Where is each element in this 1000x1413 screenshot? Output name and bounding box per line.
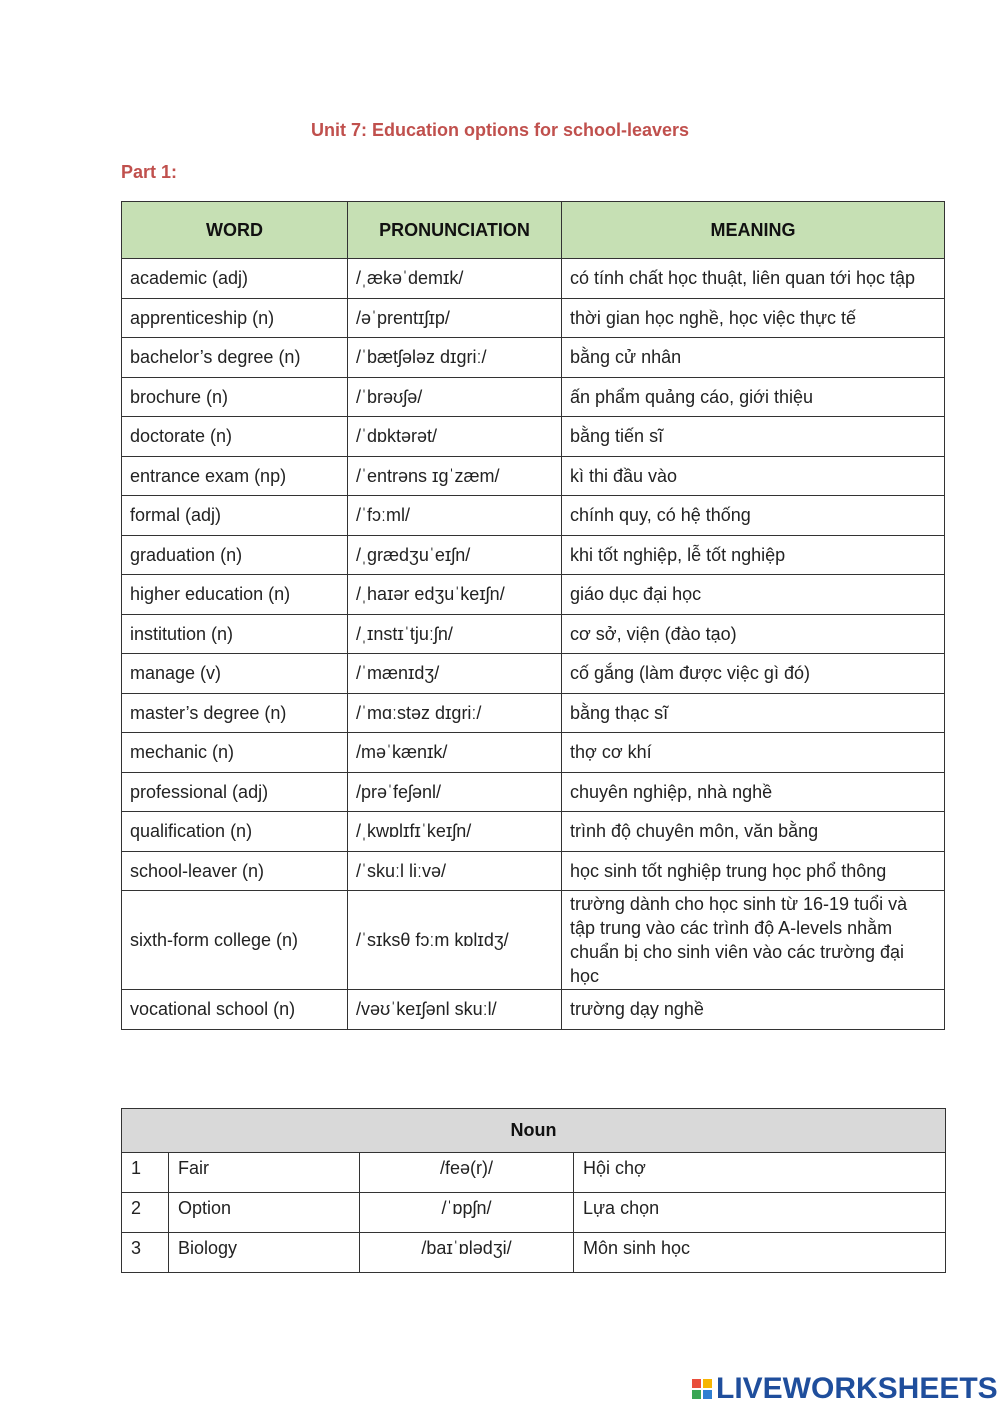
vocab-meaning-cell: cố gắng (làm được việc gì đó) bbox=[562, 654, 945, 694]
vocab-pronunciation-cell: /ˈmænɪdʒ/ bbox=[348, 654, 562, 694]
vocab-pronunciation-cell: /ˈdɒktərət/ bbox=[348, 417, 562, 457]
noun-row bbox=[122, 1233, 946, 1273]
vocab-meaning-cell: chính quy, có hệ thống bbox=[562, 496, 945, 536]
logo-square bbox=[703, 1390, 712, 1399]
noun-word-cell: Fair bbox=[169, 1153, 360, 1193]
noun-pronunciation-cell: /feə(r)/ bbox=[360, 1153, 574, 1193]
vocab-pronunciation-cell: /vəʊˈkeɪʃənl skuːl/ bbox=[348, 990, 562, 1030]
vocab-row bbox=[122, 772, 945, 812]
vocab-row bbox=[122, 990, 945, 1030]
noun-header: Noun bbox=[122, 1109, 946, 1153]
vocab-meaning-cell: thợ cơ khí bbox=[562, 733, 945, 773]
vocab-row bbox=[122, 377, 945, 417]
noun-row bbox=[122, 1153, 946, 1193]
vocab-row bbox=[122, 259, 945, 299]
noun-pronunciation-cell: /ˈɒpʃn/ bbox=[360, 1193, 574, 1233]
vocab-word-cell: formal (adj) bbox=[122, 496, 348, 536]
vocab-row bbox=[122, 417, 945, 457]
vocabulary-table bbox=[121, 201, 945, 1030]
noun-meaning-cell: Hội chợ bbox=[574, 1153, 946, 1193]
vocab-word-cell: master’s degree (n) bbox=[122, 693, 348, 733]
vocab-pronunciation-cell: /ˌgrædʒuˈeɪʃn/ bbox=[348, 535, 562, 575]
vocab-row bbox=[122, 812, 945, 852]
vocab-meaning-cell: bằng thạc sĩ bbox=[562, 693, 945, 733]
vocab-row bbox=[122, 693, 945, 733]
vocab-row bbox=[122, 654, 945, 694]
vocab-row bbox=[122, 496, 945, 536]
vocab-meaning-cell: trường dành cho học sinh từ 16-19 tuổi và tập trung vào các trình độ A-levels nhằm chuẩn bị cho sinh viên vào các trường đại học bbox=[562, 891, 945, 990]
vocab-pronunciation-cell: /ˈbrəʊʃə/ bbox=[348, 377, 562, 417]
noun-word-cell: Biology bbox=[169, 1233, 360, 1273]
vocab-meaning-cell: kì thi đầu vào bbox=[562, 456, 945, 496]
vocab-pronunciation-cell: /ˈentrəns ɪgˈzæm/ bbox=[348, 456, 562, 496]
vocab-meaning-cell: chuyên nghiệp, nhà nghề bbox=[562, 772, 945, 812]
noun-meaning-cell: Lựa chọn bbox=[574, 1193, 946, 1233]
logo-square bbox=[692, 1390, 701, 1399]
vocab-word-cell: professional (adj) bbox=[122, 772, 348, 812]
vocab-word-cell: entrance exam (np) bbox=[122, 456, 348, 496]
liveworksheets-logo bbox=[692, 1372, 998, 1406]
vocab-row bbox=[122, 575, 945, 615]
noun-number-cell: 1 bbox=[122, 1153, 169, 1193]
vocab-word-cell: vocational school (n) bbox=[122, 990, 348, 1030]
vocab-word-cell: manage (v) bbox=[122, 654, 348, 694]
vocab-word-cell: brochure (n) bbox=[122, 377, 348, 417]
vocab-meaning-cell: trường dạy nghề bbox=[562, 990, 945, 1030]
vocab-meaning-cell: trình độ chuyên môn, văn bằng bbox=[562, 812, 945, 852]
noun-row bbox=[122, 1193, 946, 1233]
vocab-word-cell: academic (adj) bbox=[122, 259, 348, 299]
vocab-row bbox=[122, 456, 945, 496]
logo-icon bbox=[692, 1379, 712, 1399]
vocab-row bbox=[122, 298, 945, 338]
vocab-word-cell: school-leaver (n) bbox=[122, 851, 348, 891]
vocab-word-cell: bachelor’s degree (n) bbox=[122, 338, 348, 378]
vocab-pronunciation-cell: /ˌkwɒlɪfɪˈkeɪʃn/ bbox=[348, 812, 562, 852]
vocab-meaning-cell: khi tốt nghiệp, lễ tốt nghiệp bbox=[562, 535, 945, 575]
vocab-pronunciation-cell: /ˌækəˈdemɪk/ bbox=[348, 259, 562, 299]
vocab-pronunciation-cell: /ˌɪnstɪˈtjuːʃn/ bbox=[348, 614, 562, 654]
vocab-meaning-cell: bằng tiến sĩ bbox=[562, 417, 945, 457]
vocab-pronunciation-cell: /ˌhaɪər edʒuˈkeɪʃn/ bbox=[348, 575, 562, 615]
vocab-row bbox=[122, 535, 945, 575]
vocab-pronunciation-cell: /ˈmɑːstəz dɪgriː/ bbox=[348, 693, 562, 733]
vocab-row bbox=[122, 851, 945, 891]
page-title: Unit 7: Education options for school-leavers bbox=[310, 120, 690, 140]
logo-square bbox=[703, 1379, 712, 1388]
vocab-row bbox=[122, 733, 945, 773]
vocab-word-cell: apprenticeship (n) bbox=[122, 298, 348, 338]
vocab-meaning-cell: có tính chất học thuật, liên quan tới học tập bbox=[562, 259, 945, 299]
vocab-pronunciation-cell: /ˈfɔːml/ bbox=[348, 496, 562, 536]
vocab-word-cell: higher education (n) bbox=[122, 575, 348, 615]
vocab-header-row bbox=[122, 202, 945, 259]
vocab-word-cell: mechanic (n) bbox=[122, 733, 348, 773]
noun-number-cell: 3 bbox=[122, 1233, 169, 1273]
vocab-pronunciation-cell: /məˈkænɪk/ bbox=[348, 733, 562, 773]
vocab-pronunciation-cell: /prəˈfeʃənl/ bbox=[348, 772, 562, 812]
vocab-row bbox=[122, 338, 945, 378]
logo-square bbox=[692, 1379, 701, 1388]
header-pronunciation: PRONUNCIATION bbox=[348, 202, 562, 259]
noun-number-cell: 2 bbox=[122, 1193, 169, 1233]
vocab-word-cell: sixth-form college (n) bbox=[122, 891, 348, 990]
vocab-meaning-cell: ấn phẩm quảng cáo, giới thiệu bbox=[562, 377, 945, 417]
header-word: WORD bbox=[122, 202, 348, 259]
noun-pronunciation-cell: /baɪˈɒlədʒi/ bbox=[360, 1233, 574, 1273]
vocab-word-cell: doctorate (n) bbox=[122, 417, 348, 457]
vocab-meaning-cell: bằng cử nhân bbox=[562, 338, 945, 378]
vocab-meaning-cell: giáo dục đại học bbox=[562, 575, 945, 615]
vocab-word-cell: graduation (n) bbox=[122, 535, 348, 575]
vocab-word-cell: qualification (n) bbox=[122, 812, 348, 852]
noun-meaning-cell: Môn sinh học bbox=[574, 1233, 946, 1273]
logo-text: LIVEWORKSHEETS bbox=[716, 1372, 998, 1405]
vocab-word-cell: institution (n) bbox=[122, 614, 348, 654]
vocab-meaning-cell: học sinh tốt nghiệp trung học phổ thông bbox=[562, 851, 945, 891]
header-meaning: MEANING bbox=[562, 202, 945, 259]
vocab-row bbox=[122, 891, 945, 990]
noun-word-cell: Option bbox=[169, 1193, 360, 1233]
vocab-pronunciation-cell: /ˈsɪksθ fɔːm kɒlɪdʒ/ bbox=[348, 891, 562, 990]
vocab-pronunciation-cell: /ˈskuːl liːvə/ bbox=[348, 851, 562, 891]
vocab-meaning-cell: cơ sở, viện (đào tạo) bbox=[562, 614, 945, 654]
noun-header-row bbox=[122, 1109, 946, 1153]
vocab-row bbox=[122, 614, 945, 654]
vocab-pronunciation-cell: /ˈbætʃələz dɪgriː/ bbox=[348, 338, 562, 378]
vocab-meaning-cell: thời gian học nghề, học việc thực tế bbox=[562, 298, 945, 338]
vocab-pronunciation-cell: /əˈprentɪʃɪp/ bbox=[348, 298, 562, 338]
noun-table bbox=[121, 1108, 946, 1273]
part-heading: Part 1: bbox=[121, 162, 178, 182]
